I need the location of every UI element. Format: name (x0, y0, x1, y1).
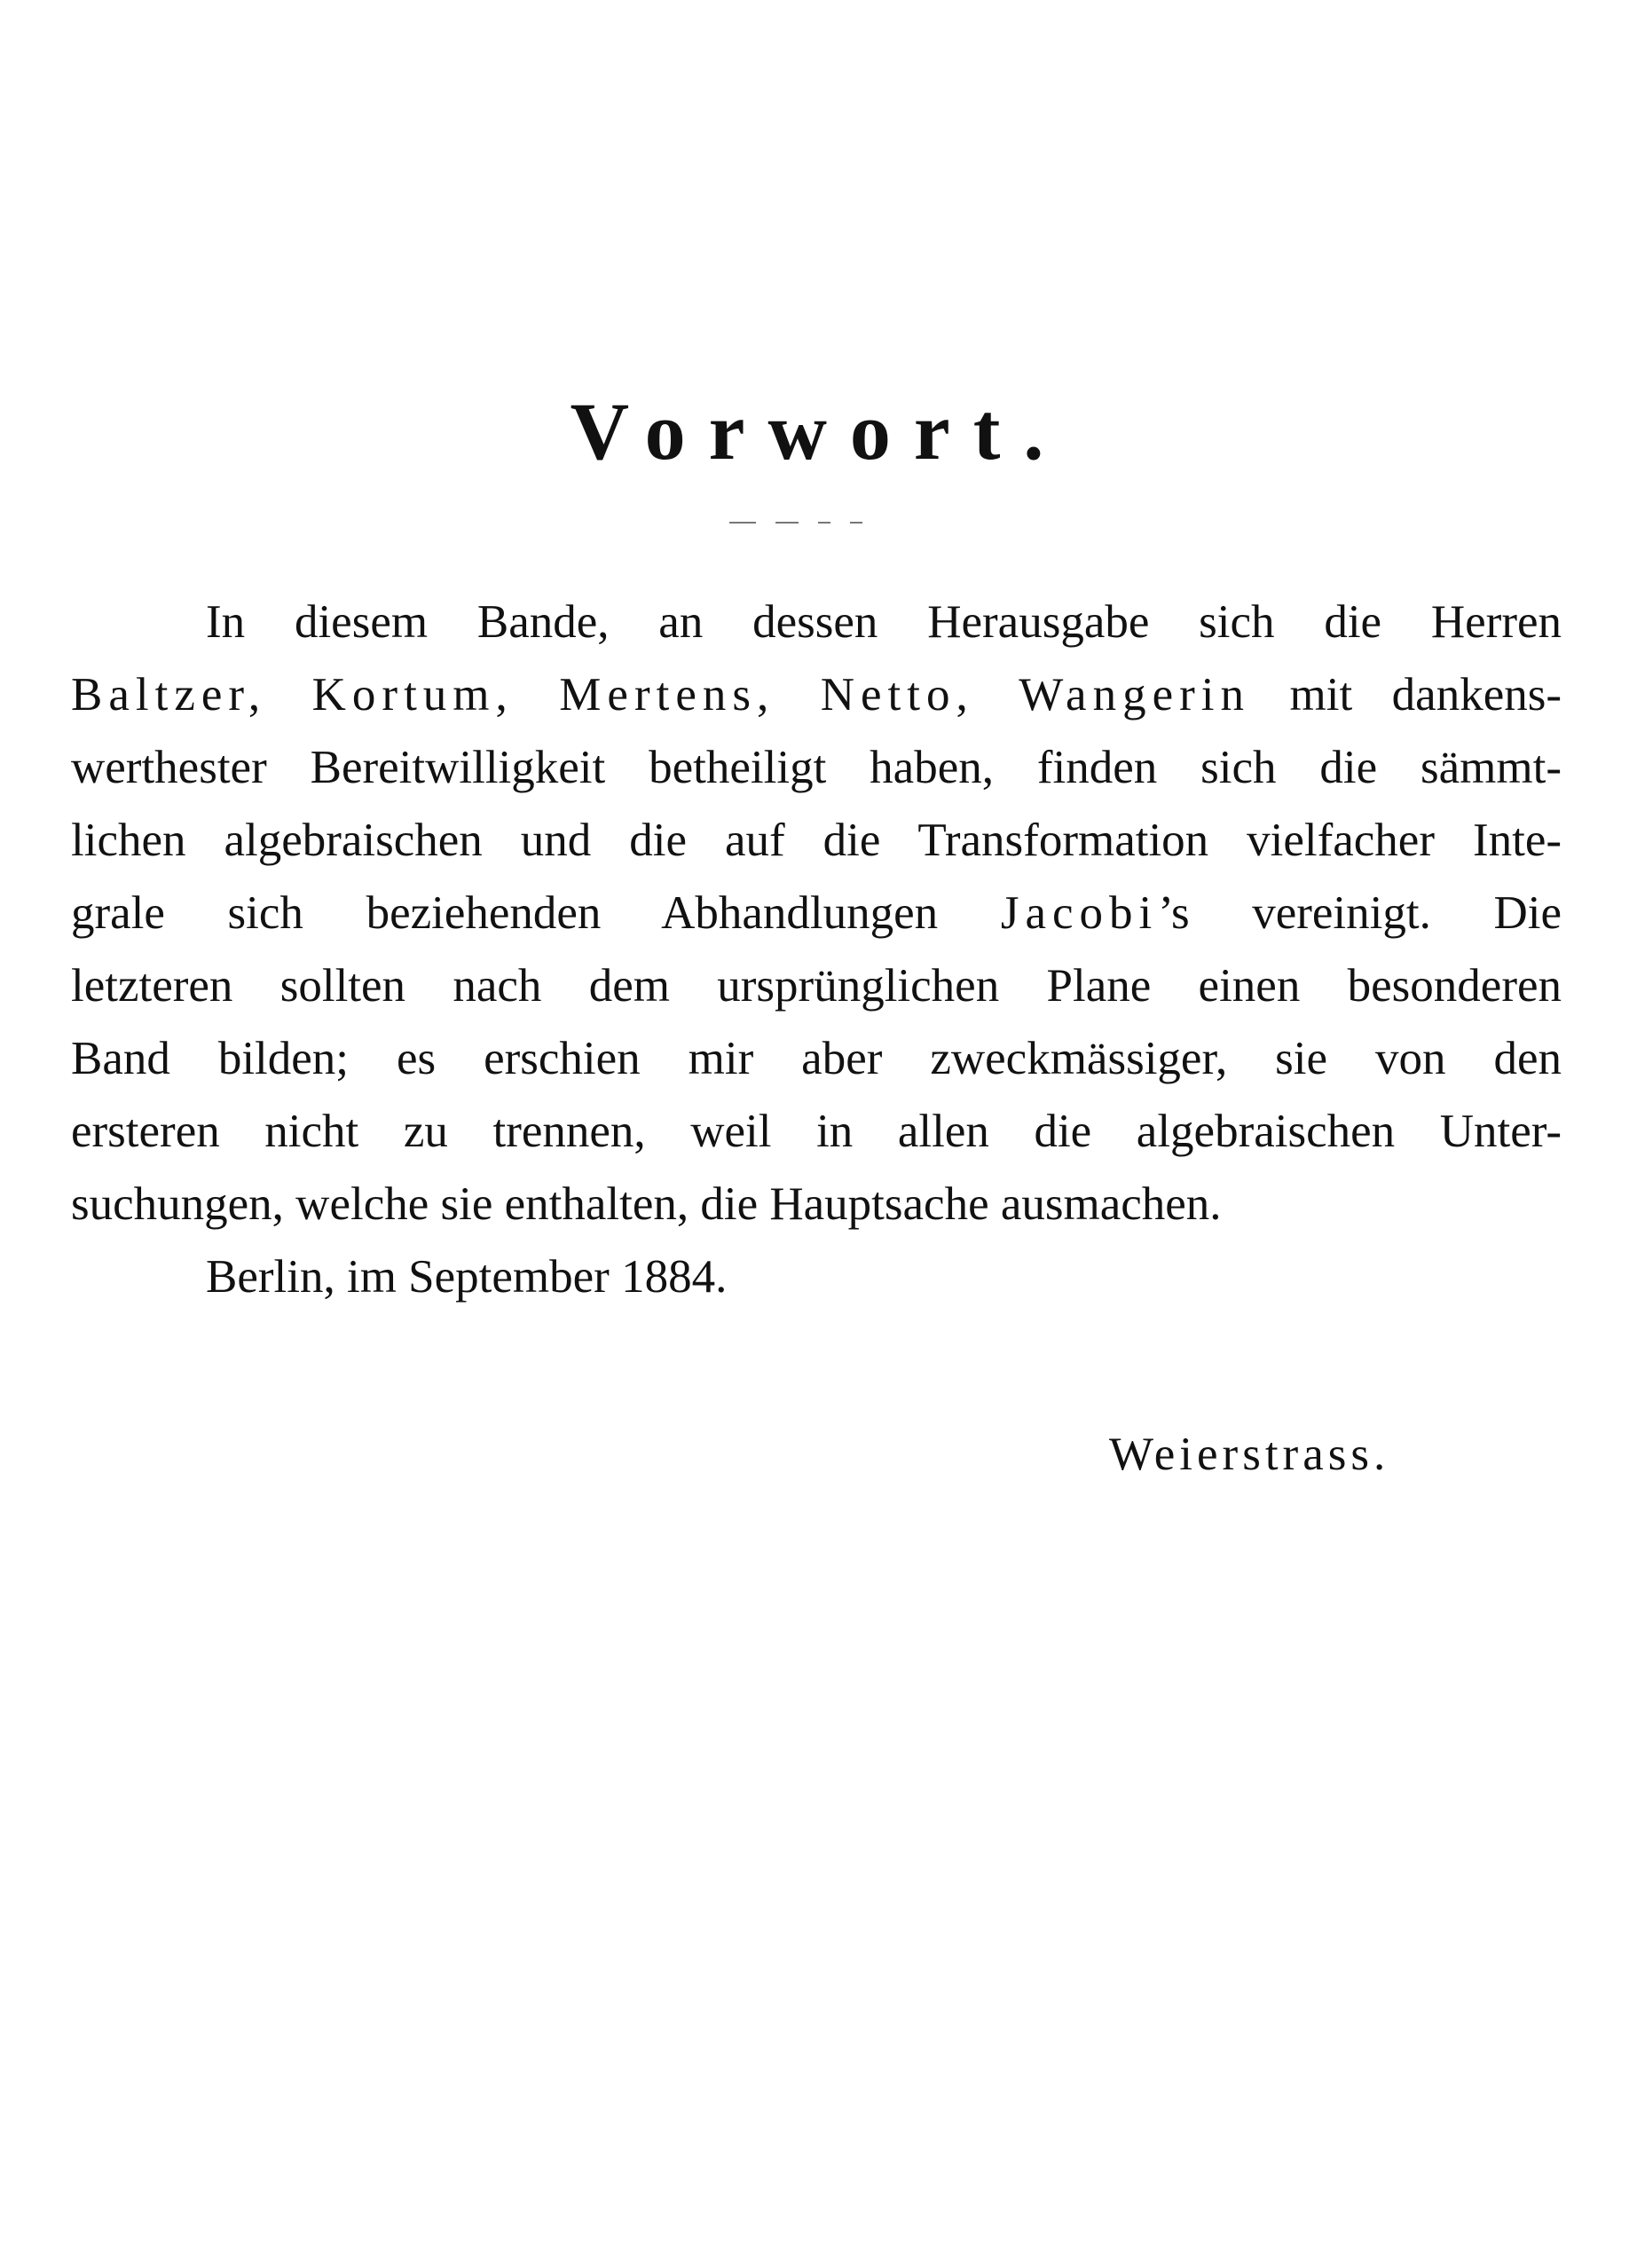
line-text: ’s vereinigt. Die (1158, 887, 1562, 939)
author-name-jacobi: Jacobi (1000, 887, 1159, 939)
editor-names: Baltzer, Kortum, Mertens, Netto, Wangerin (71, 669, 1250, 721)
paragraph-line (71, 731, 1562, 804)
divider-dash (850, 522, 862, 524)
line-text: ersteren nicht zu trennen, weil in allen die algebraischen Unter- (71, 1106, 1562, 1157)
paragraph-line (71, 877, 1562, 949)
line-text: suchungen, welche sie enthalten, die Hauptsache ausmachen. (71, 1178, 1222, 1230)
paragraph-line (71, 1168, 1562, 1240)
line-text: grale sich beziehenden Abhandlungen (71, 887, 1001, 939)
paragraph-line (71, 586, 1562, 658)
paragraph-line (71, 1022, 1562, 1095)
line-text: In diesem Bande, an dessen Herausgabe sich die Herren (206, 596, 1562, 648)
paragraph-line (71, 949, 1562, 1022)
divider-dash (775, 522, 799, 524)
page-title: Vorwort. (570, 386, 1067, 476)
paragraph-line (71, 658, 1562, 731)
paragraph-line (71, 804, 1562, 877)
signature: Weierstrass. (1109, 1429, 1390, 1480)
line-text: letzteren sollten nach dem ursprünglichen Plane einen besonderen (71, 960, 1562, 1012)
line-text: werthester Bereitwilligkeit betheiligt haben, finden sich die sämmt- (71, 742, 1562, 793)
divider-dash (818, 522, 830, 524)
paragraph-line (71, 1095, 1562, 1168)
line-text: mit dankens- (1249, 669, 1562, 721)
dateline: Berlin, im September 1884. (206, 1251, 728, 1303)
line-text: lichen algebraischen und die auf die Transformation vielfacher Inte- (71, 815, 1562, 866)
line-text: Band bilden; es erschien mir aber zweckmässiger, sie von den (71, 1033, 1562, 1084)
preface-paragraph (71, 586, 1562, 1240)
divider-dash (729, 522, 756, 524)
title-divider (729, 522, 862, 524)
